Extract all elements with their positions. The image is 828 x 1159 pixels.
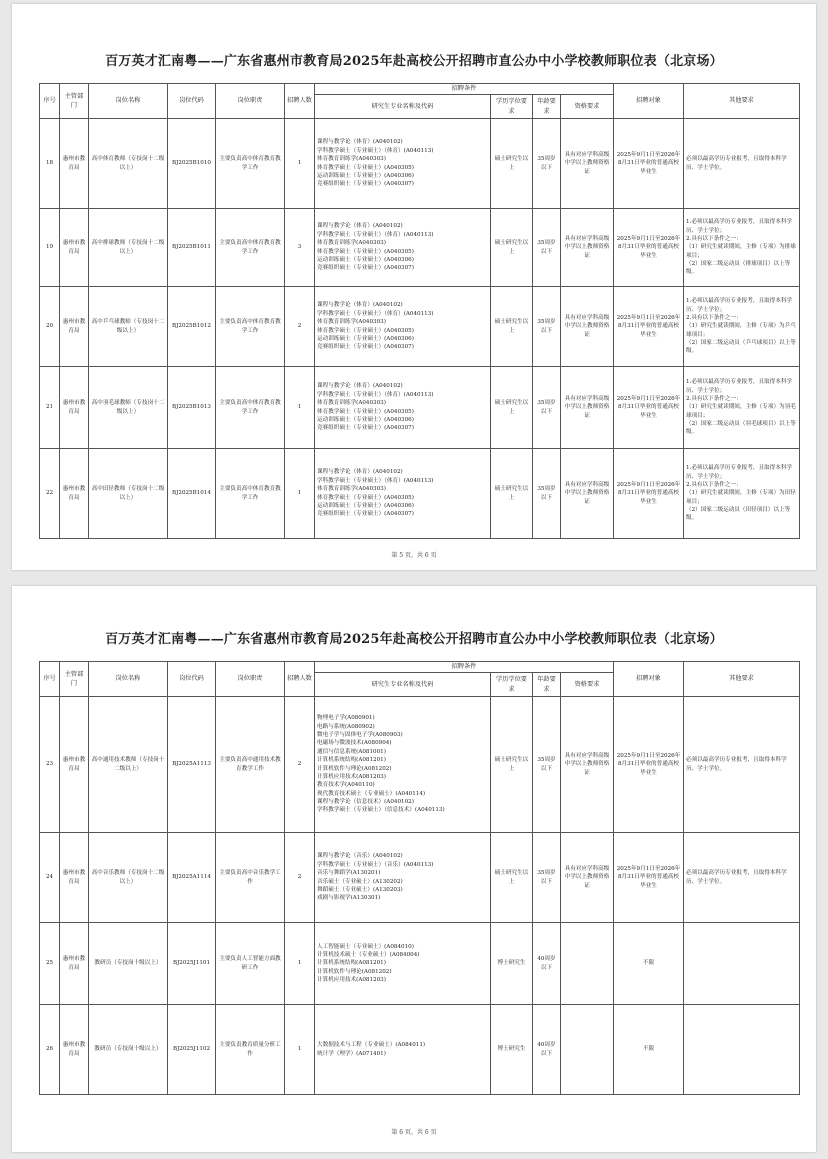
cell-majors: [315, 287, 491, 367]
cell-majors: [315, 833, 491, 923]
table-row: [40, 367, 800, 449]
cell-dept: 惠州市教育局: [60, 367, 89, 449]
cell-age: 35周岁以下: [533, 449, 561, 539]
header-post-name: 岗位名称: [89, 662, 168, 697]
major-line: 戏剧与影视学(A130301): [317, 895, 381, 902]
cell-qual: [561, 923, 614, 1005]
header-conditions: 招聘条件: [315, 662, 614, 673]
table-body: [40, 119, 800, 539]
cell-duty: 主要负责高中通用技术教育教学工作: [216, 697, 285, 833]
cell-post-code: BJ2025B1010: [168, 119, 216, 209]
cell-dept: 惠州市教育局: [60, 119, 89, 209]
cell-age: 35周岁以下: [533, 697, 561, 833]
major-line: 体育教学硕士（专业硕士）(A040305): [317, 327, 414, 334]
recruitment-table: [39, 661, 800, 1095]
cell-other: [684, 449, 800, 539]
other-requirement-line: 1.必须以最高学历专业报考，且取得本科学历、学士学位；: [686, 465, 793, 480]
major-line: 体育教学硕士（专业硕士）(A040305): [317, 248, 414, 255]
page-title: 百万英才汇南粤——广东省惠州市教育局2025年赴高校公开招聘市直公办中小学校教师职位表（北京场）: [105, 632, 723, 647]
major-line: 体育教育训练学(A040303): [317, 240, 386, 247]
major-line: 课程与教学论（体育）(A040102): [317, 302, 403, 309]
cell-degree: 硕士研究生以上: [491, 209, 533, 287]
header-count: 招聘人数: [285, 662, 315, 697]
cell-post-name: 高中音乐教师（专技岗十二级以上）: [89, 833, 168, 923]
header-degree: 学历学位要求: [491, 673, 533, 697]
cell-count: 1: [285, 119, 315, 209]
other-requirement-line: （1）研究生就读期间，主修（专项）为乒乓球项目；: [686, 323, 796, 338]
document-page-6: [12, 586, 816, 1152]
major-line: 竞赛组织硕士（专业硕士）(A040307): [317, 344, 414, 351]
major-line: 人工智能硕士（专业硕士）(A084010): [317, 943, 414, 950]
cell-degree: 硕士研究生以上: [491, 119, 533, 209]
cell-majors: [315, 923, 491, 1005]
other-requirement-line: （1）研究生就读期间，主修（专项）为田径项目；: [686, 490, 796, 505]
cell-post-code: BJ2025B1013: [168, 367, 216, 449]
major-line: 运动训练硕士（专业硕士）(A040306): [317, 335, 414, 342]
major-line: 课程与教学论（体育）(A040102): [317, 469, 403, 476]
cell-other: [684, 1005, 800, 1095]
cell-count: 3: [285, 209, 315, 287]
cell-duty: 主要负责教育质量分析工作: [216, 1005, 285, 1095]
table-row: [40, 449, 800, 539]
header-dept: 主管部门: [60, 84, 89, 119]
cell-duty: 主要负责高中体育教育教学工作: [216, 119, 285, 209]
major-line: 微电子学与固体电子学(A080903): [317, 731, 403, 738]
cell-target: 2025年9月1日至2026年8月31日毕业的普通高校毕业生: [614, 209, 684, 287]
cell-majors: [315, 119, 491, 209]
cell-age: 35周岁以下: [533, 119, 561, 209]
cell-age: 40周岁以下: [533, 1005, 561, 1095]
cell-majors: [315, 1005, 491, 1095]
major-line: 竞赛组织硕士（专业硕士）(A040307): [317, 265, 414, 272]
cell-post-code: BJ2025B1012: [168, 287, 216, 367]
cell-seq: 18: [40, 119, 60, 209]
other-requirement-line: 1.必须以最高学历专业报考，且取得本科学历、学士学位；: [686, 379, 793, 394]
cell-degree: 硕士研究生以上: [491, 697, 533, 833]
cell-count: 2: [285, 697, 315, 833]
major-line: 课程与教学论（信息技术）(A040102): [317, 799, 414, 806]
major-line: 物理电子学(A080901): [317, 715, 375, 722]
cell-age: 35周岁以下: [533, 367, 561, 449]
major-line: 学科教学硕士（专业硕士）（体育）(A040113): [317, 391, 434, 398]
major-line: 通信与信息系统(A081001): [317, 748, 386, 755]
cell-count: 1: [285, 449, 315, 539]
cell-count: 1: [285, 1005, 315, 1095]
cell-majors: [315, 209, 491, 287]
document-page-5: [12, 4, 816, 570]
cell-age: 40周岁以下: [533, 923, 561, 1005]
major-line: 课程与教学论（体育）(A040102): [317, 383, 403, 390]
cell-degree: 博士研究生: [491, 923, 533, 1005]
cell-post-name: 高中体育教师（专技岗十二级以上）: [89, 119, 168, 209]
cell-qual: 具有对应学科高级中学以上教师资格证: [561, 119, 614, 209]
header-seq: 序号: [40, 84, 60, 119]
cell-dept: 惠州市教育局: [60, 449, 89, 539]
cell-post-name: 高中田径教师（专技岗十二级以上）: [89, 449, 168, 539]
header-age: 年龄要求: [533, 95, 561, 119]
major-line: 计算机系统结构(A081201): [317, 757, 386, 764]
header-majors: 研究生专业名称及代码: [315, 673, 491, 697]
cell-other: [684, 209, 800, 287]
major-line: 电磁场与微波技术(A080904): [317, 740, 392, 747]
cell-count: 2: [285, 833, 315, 923]
header-other: 其他要求: [684, 84, 800, 119]
table-row: [40, 1005, 800, 1095]
cell-post-name: 教研员（专技岗十级以上）: [89, 1005, 168, 1095]
header-post-code: 岗位代码: [168, 84, 216, 119]
cell-post-code: BJ2025A1113: [168, 697, 216, 833]
cell-target: 不限: [614, 923, 684, 1005]
table-row: [40, 697, 800, 833]
table-body: [40, 697, 800, 1095]
header-target: 招聘对象: [614, 84, 684, 119]
cell-duty: 主要负责人工智能方面教研工作: [216, 923, 285, 1005]
major-line: 竞赛组织硕士（专业硕士）(A040307): [317, 181, 414, 188]
major-line: 运动训练硕士（专业硕士）(A040306): [317, 256, 414, 263]
cell-target: 不限: [614, 1005, 684, 1095]
table-row: [40, 923, 800, 1005]
header-duty: 岗位职责: [216, 84, 285, 119]
cell-count: 2: [285, 287, 315, 367]
major-line: 计算机系统结构(A081201): [317, 960, 386, 967]
cell-target: 2025年9月1日至2026年8月31日毕业的普通高校毕业生: [614, 287, 684, 367]
major-line: 计算机应用技术(A081203): [317, 773, 386, 780]
other-requirement-line: （2）国家二级运动员（田径项目）以上等级。: [686, 507, 791, 522]
other-requirement-line: （2）国家二级运动员（羽毛球项目）以上等级。: [686, 421, 796, 436]
table-row: [40, 833, 800, 923]
header-majors: 研究生专业名称及代码: [315, 95, 491, 119]
cell-age: 35周岁以下: [533, 209, 561, 287]
cell-age: 35周岁以下: [533, 833, 561, 923]
cell-degree: 博士研究生: [491, 1005, 533, 1095]
cell-post-name: 高中羽毛球教师（专技岗十二级以上）: [89, 367, 168, 449]
cell-post-code: BJ2025A1114: [168, 833, 216, 923]
cell-qual: 具有对应学科高级中学以上教师资格证: [561, 287, 614, 367]
header-seq: 序号: [40, 662, 60, 697]
header-age: 年龄要求: [533, 673, 561, 697]
major-line: 学科教学硕士（专业硕士）（体育）(A040113): [317, 477, 434, 484]
header-degree: 学历学位要求: [491, 95, 533, 119]
major-line: 课程与教学论（体育）(A040102): [317, 139, 403, 146]
header-conditions: 招聘条件: [315, 84, 614, 95]
header-qual: 资格要求: [561, 673, 614, 697]
cell-duty: 主要负责高中音乐教学工作: [216, 833, 285, 923]
cell-post-code: BJ2025J1102: [168, 1005, 216, 1095]
major-line: 电路与系统(A080902): [317, 723, 375, 730]
major-line: 运动训练硕士（专业硕士）(A040306): [317, 502, 414, 509]
header-post-name: 岗位名称: [89, 84, 168, 119]
other-requirement-line: 1.必须以最高学历专业报考，且取得本科学历、学士学位；: [686, 219, 793, 234]
major-line: 体育教育训练学(A040303): [317, 319, 386, 326]
cell-count: 1: [285, 923, 315, 1005]
header-qual: 资格要求: [561, 95, 614, 119]
cell-dept: 惠州市教育局: [60, 833, 89, 923]
cell-majors: [315, 367, 491, 449]
page-footer: 第 5 页，共 6 页: [391, 552, 437, 559]
page-title: 百万英才汇南粤——广东省惠州市教育局2025年赴高校公开招聘市直公办中小学校教师职位表（北京场）: [105, 54, 723, 69]
major-line: 竞赛组织硕士（专业硕士）(A040307): [317, 511, 414, 518]
major-line: 计算机技术硕士（专业硕士）(A084004): [317, 951, 420, 958]
cell-seq: 19: [40, 209, 60, 287]
major-line: 计算机应用技术(A081203): [317, 977, 386, 984]
cell-qual: 具有对应学科高级中学以上教师资格证: [561, 833, 614, 923]
cell-seq: 23: [40, 697, 60, 833]
other-requirement-line: 2.具有以下条件之一：: [686, 235, 742, 242]
other-requirement-line: （2）国家二级运动员（乒乓球项目）以上等级。: [686, 340, 796, 355]
header-duty: 岗位职责: [216, 662, 285, 697]
major-line: 计算机软件与理论(A081202): [317, 765, 392, 772]
major-line: 运动训练硕士（专业硕士）(A040306): [317, 416, 414, 423]
cell-count: 1: [285, 367, 315, 449]
other-requirement-line: 必须以最高学历专业报考，且取得本科学历、学士学位。: [686, 870, 787, 885]
other-requirement-line: 必须以最高学历专业报考，且取得本科学历、学士学位。: [686, 156, 787, 171]
cell-duty: 主要负责高中体育教育教学工作: [216, 209, 285, 287]
cell-seq: 22: [40, 449, 60, 539]
recruitment-table: [39, 83, 800, 539]
major-line: 课程与教学论（音乐）(A040102): [317, 853, 403, 860]
major-line: 体育教学硕士（专业硕士）(A040305): [317, 494, 414, 501]
major-line: 大数据技术与工程（专业硕士）(A084011): [317, 1042, 426, 1049]
major-line: 体育教学硕士（专业硕士）(A040305): [317, 164, 414, 171]
major-line: 音乐与舞蹈学(A130201): [317, 870, 381, 877]
cell-post-name: 高中排球教师（专技岗十二级以上）: [89, 209, 168, 287]
major-line: 体育教学硕士（专业硕士）(A040305): [317, 408, 414, 415]
cell-duty: 主要负责高中体育教育教学工作: [216, 449, 285, 539]
major-line: 学科教学硕士（专业硕士）（信息技术）(A040113): [317, 807, 445, 814]
major-line: 舞蹈硕士（专业硕士）(A130203): [317, 886, 403, 893]
other-requirement-line: （2）国家二级运动员（排球项目）以上等级。: [686, 261, 791, 276]
major-line: 学科教学硕士（专业硕士）（体育）(A040113): [317, 310, 434, 317]
major-line: 音乐硕士（专业硕士）(A130202): [317, 878, 403, 885]
cell-qual: [561, 1005, 614, 1095]
header-other: 其他要求: [684, 662, 800, 697]
major-line: 体育教育训练学(A040303): [317, 486, 386, 493]
cell-dept: 惠州市教育局: [60, 1005, 89, 1095]
major-line: 竞赛组织硕士（专业硕士）(A040307): [317, 425, 414, 432]
major-line: 学科教学硕士（专业硕士）（音乐）(A040113): [317, 861, 434, 868]
major-line: 体育教育训练学(A040303): [317, 400, 386, 407]
header-target: 招聘对象: [614, 662, 684, 697]
major-line: 体育教育训练学(A040303): [317, 156, 386, 163]
cell-post-code: BJ2025B1014: [168, 449, 216, 539]
cell-majors: [315, 449, 491, 539]
cell-post-name: 高中通用技术教师（专技岗十二级以上）: [89, 697, 168, 833]
cell-degree: 硕士研究生以上: [491, 449, 533, 539]
cell-degree: 硕士研究生以上: [491, 367, 533, 449]
major-line: 学科教学硕士（专业硕士）（体育）(A040113): [317, 231, 434, 238]
cell-other: [684, 833, 800, 923]
cell-other: [684, 119, 800, 209]
cell-seq: 26: [40, 1005, 60, 1095]
cell-seq: 21: [40, 367, 60, 449]
header-post-code: 岗位代码: [168, 662, 216, 697]
cell-seq: 25: [40, 923, 60, 1005]
major-line: 教育技术学(A040110): [317, 782, 375, 789]
cell-degree: 硕士研究生以上: [491, 287, 533, 367]
table-row: [40, 287, 800, 367]
major-line: 课程与教学论（体育）(A040102): [317, 223, 403, 230]
other-requirement-line: （1）研究生就读期间，主修（专项）为羽毛球项目；: [686, 404, 796, 419]
header-count: 招聘人数: [285, 84, 315, 119]
major-line: 运动训练硕士（专业硕士）(A040306): [317, 172, 414, 179]
cell-dept: 惠州市教育局: [60, 209, 89, 287]
cell-seq: 20: [40, 287, 60, 367]
cell-post-code: BJ2025B1011: [168, 209, 216, 287]
cell-post-name: 教研员（专技岗十级以上）: [89, 923, 168, 1005]
cell-qual: 具有对应学科高级中学以上教师资格证: [561, 367, 614, 449]
cell-other: [684, 923, 800, 1005]
cell-age: 35周岁以下: [533, 287, 561, 367]
cell-target: 2025年9月1日至2026年8月31日毕业的普通高校毕业生: [614, 697, 684, 833]
cell-qual: 具有对应学科高级中学以上教师资格证: [561, 449, 614, 539]
other-requirement-line: 1.必须以最高学历专业报考，且取得本科学历、学士学位；: [686, 298, 793, 313]
major-line: 统计学（理学）(A071401): [317, 1050, 386, 1057]
major-line: 学科教学硕士（专业硕士）（体育）(A040113): [317, 147, 434, 154]
major-line: 现代教育技术硕士（专业硕士）(A040114): [317, 790, 426, 797]
cell-seq: 24: [40, 833, 60, 923]
other-requirement-line: （1）研究生就读期间，主修（专项）为排球项目；: [686, 244, 796, 259]
other-requirement-line: 2.具有以下条件之一：: [686, 314, 742, 321]
cell-other: [684, 367, 800, 449]
cell-dept: 惠州市教育局: [60, 923, 89, 1005]
cell-post-name: 高中乒乓球教师（专技岗十二级以上）: [89, 287, 168, 367]
cell-target: 2025年9月1日至2026年8月31日毕业的普通高校毕业生: [614, 449, 684, 539]
cell-dept: 惠州市教育局: [60, 287, 89, 367]
cell-other: [684, 697, 800, 833]
header-dept: 主管部门: [60, 662, 89, 697]
cell-target: 2025年9月1日至2026年8月31日毕业的普通高校毕业生: [614, 367, 684, 449]
cell-target: 2025年9月1日至2026年8月31日毕业的普通高校毕业生: [614, 119, 684, 209]
cell-qual: 具有对应学科高级中学以上教师资格证: [561, 209, 614, 287]
cell-duty: 主要负责高中体育教育教学工作: [216, 287, 285, 367]
page-footer: 第 6 页，共 6 页: [391, 1129, 437, 1136]
other-requirement-line: 必须以最高学历专业报考，且取得本科学历、学士学位。: [686, 757, 787, 772]
cell-qual: 具有对应学科高级中学以上教师资格证: [561, 697, 614, 833]
cell-target: 2025年9月1日至2026年8月31日毕业的普通高校毕业生: [614, 833, 684, 923]
cell-dept: 惠州市教育局: [60, 697, 89, 833]
cell-post-code: BJ2025J1101: [168, 923, 216, 1005]
other-requirement-line: 2.具有以下条件之一：: [686, 395, 742, 402]
cell-degree: 硕士研究生以上: [491, 833, 533, 923]
cell-duty: 主要负责高中体育教育教学工作: [216, 367, 285, 449]
cell-other: [684, 287, 800, 367]
other-requirement-line: 2.具有以下条件之一：: [686, 481, 742, 488]
cell-majors: [315, 697, 491, 833]
table-row: [40, 119, 800, 209]
table-row: [40, 209, 800, 287]
major-line: 计算机软件与理论(A081202): [317, 968, 392, 975]
